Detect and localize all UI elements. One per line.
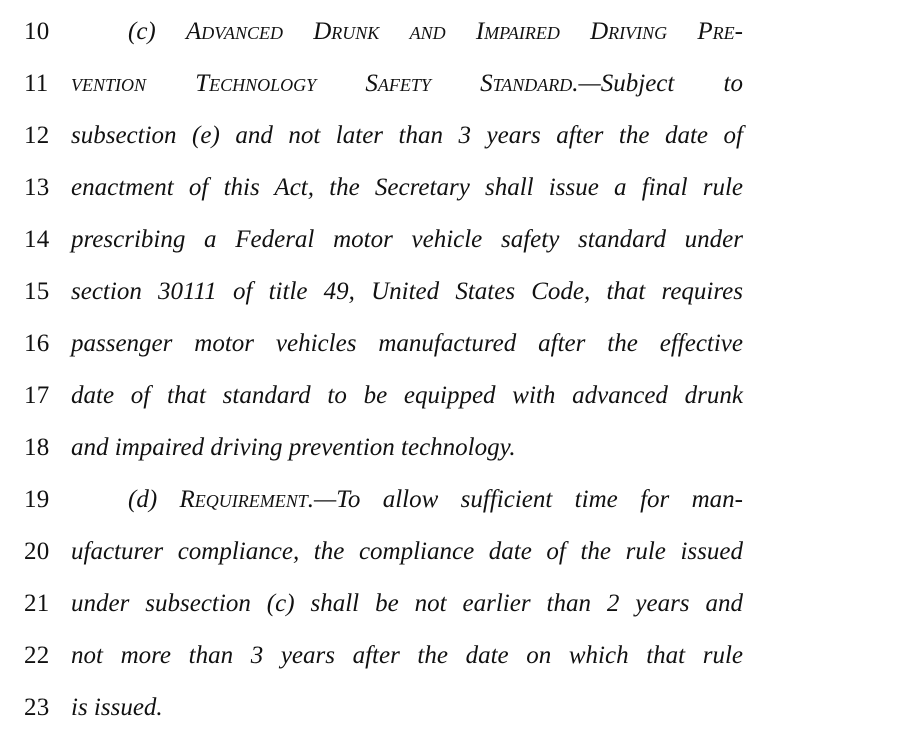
subsection-heading: Advanced Drunk and Impaired Driving Pre- <box>186 18 743 45</box>
line-number: 16 <box>24 330 50 357</box>
line-text: section 30111 of title 49, United States Code, that requires <box>71 278 743 305</box>
line-text: ufacturer compliance, the compliance date of the rule issued <box>71 538 743 565</box>
line-text: date of that standard to be equipped with advanced drunk <box>71 382 743 409</box>
line-number: 19 <box>24 486 50 513</box>
subsection-heading: Requirement. <box>179 486 315 513</box>
line-16 <box>0 329 900 381</box>
line-number: 17 <box>24 382 50 409</box>
text-run: —To allow sufficient time for man- <box>314 486 743 513</box>
line-text: and impaired driving prevention technology. <box>71 434 516 461</box>
line-number: 13 <box>24 174 50 201</box>
line-19 <box>0 485 900 537</box>
line-text <box>128 485 743 515</box>
subsection-heading: vention Technology Safety Standard. <box>71 70 579 97</box>
line-10 <box>0 17 900 69</box>
line-number: 23 <box>24 694 50 721</box>
line-14 <box>0 225 900 277</box>
line-text: not more than 3 years after the date on which that rule <box>71 642 743 669</box>
line-22 <box>0 641 900 693</box>
text-run: —Subject to <box>578 70 743 97</box>
line-20 <box>0 537 900 589</box>
line-text: enactment of this Act, the Secretary shall issue a final rule <box>71 174 743 201</box>
line-text: prescribing a Federal motor vehicle safety standard under <box>71 226 743 253</box>
line-23 <box>0 693 900 745</box>
line-text <box>71 69 743 99</box>
line-13 <box>0 173 900 225</box>
line-18 <box>0 433 900 485</box>
line-number: 11 <box>24 70 49 97</box>
line-number: 18 <box>24 434 50 461</box>
line-text: is issued. <box>71 694 163 721</box>
line-21 <box>0 589 900 641</box>
line-number: 20 <box>24 538 50 565</box>
line-number: 12 <box>24 122 50 149</box>
line-11 <box>0 69 900 121</box>
line-17 <box>0 381 900 433</box>
line-12 <box>0 121 900 173</box>
line-number: 10 <box>24 18 50 45</box>
line-number: 14 <box>24 226 50 253</box>
line-number: 15 <box>24 278 50 305</box>
line-text: passenger motor vehicles manufactured after the effective <box>71 330 743 357</box>
line-text <box>128 17 743 47</box>
line-number: 21 <box>24 590 50 617</box>
subsection-label: (d) <box>128 486 180 513</box>
subsection-label: (c) <box>128 18 187 45</box>
line-text: under subsection (c) shall be not earlier than 2 years and <box>71 590 743 617</box>
line-15 <box>0 277 900 329</box>
line-text: subsection (e) and not later than 3 years after the date of <box>71 122 743 149</box>
line-number: 22 <box>24 642 50 669</box>
